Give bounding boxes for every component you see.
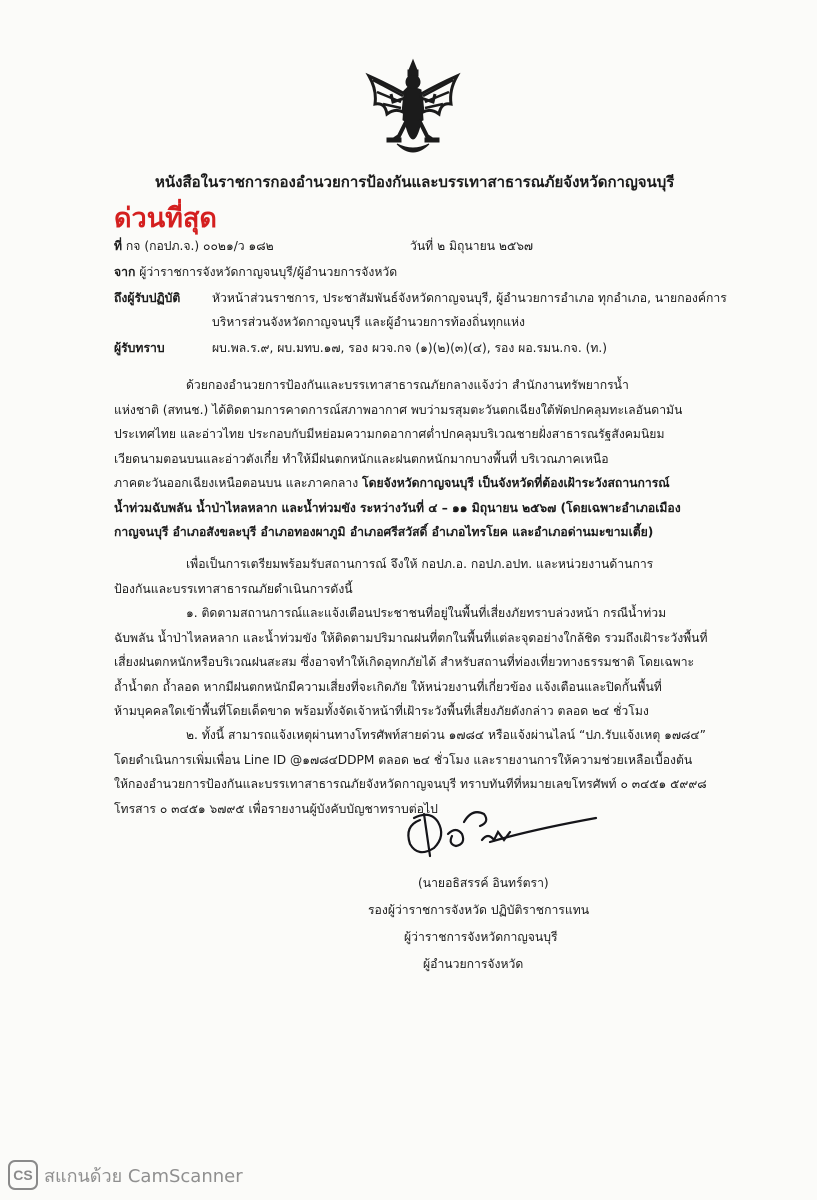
to-label [114, 290, 180, 306]
paragraph-bold-text: โดยจังหวัดกาญจนบุรี เป็นจังหวัดที่ต้องเฝ้าระวังสถานการณ์ [362, 476, 670, 490]
urgency-stamp: ด่วนที่สุด [114, 203, 217, 234]
paragraph-line: เสี่ยงฝนตกหนักหรือบริเวณฝนสะสม ซึ่งอาจทำให้เกิดอุทกภัยได้ สำหรับสถานที่ท่องเที่ยวทางธรรมชาติ โดยเฉพาะ [114, 655, 695, 669]
paragraph-line: โทรสาร ๐ ๓๔๕๑ ๖๗๙๕ เพื่อรายงานผู้บังคับบัญชาทราบต่อไป [114, 801, 438, 816]
paragraph-line: ให้กองอำนวยการป้องกันและบรรเทาสาธารณภัยจังหวัดกาญจนบุรี ทราบทันทีที่หมายเลขโทรศัพท์ ๐ ๓๔๕๑ ๕๙๙๘ [114, 777, 707, 791]
paragraph-line: ประเทศไทย และอ่าวไทย ประกอบกับมีหย่อมความกดอากาศต่ำปกคลุมบริเวณชายฝั่งสาธารณรัฐสังคมนิยม [114, 427, 665, 441]
paragraph-2 [114, 552, 653, 601]
paragraph-line: โดยดำเนินการเพิ่มเพื่อน Line ID @๑๗๘๔DDPM ตลอด ๒๔ ชั่วโมง และรายงานการให้ความช่วยเหลือเบื้องต้น [114, 752, 693, 767]
paragraph-text: ภาคตะวันออกเฉียงเหนือตอนบน และภาคกลาง [114, 476, 363, 490]
to-value-2: บริหารส่วนจังหวัดกาญจนบุรี และผู้อำนวยการท้องถิ่นทุกแห่ง [212, 315, 525, 329]
paragraph-line [114, 471, 682, 496]
to-label-text: ถึงผู้รับปฏิบัติ [114, 291, 181, 305]
camscanner-logo-icon: CS [8, 1160, 38, 1190]
paragraph-line: แห่งชาติ (สทนช.) ได้ติดตามการคาดการณ์สภาพอากาศ พบว่ามรสุมตะวันตกเฉียงใต้พัดปกคลุมทะเลอันดามัน [114, 402, 683, 417]
ref-label: ที่ [114, 239, 123, 253]
from-label: จาก [114, 265, 136, 279]
signer-position-3: ผู้อำนวยการจังหวัด [423, 957, 524, 971]
paragraph-line: ถ้ำน้ำตก ถ้ำลอด หากมีฝนตกหนักมีความเสี่ยงที่จะเกิดภัย ให้หน่วยงานที่เกี่ยวข้อง แจ้งเตือนและปิดกั้นพื้นที่ [114, 679, 662, 694]
cc-label-text: ผู้รับทราบ [114, 341, 165, 355]
garuda-emblem-icon [363, 56, 463, 168]
paragraph-line: ๑. ติดตามสถานการณ์และแจ้งเตือนประชาชนที่อยู่ในพื้นที่เสี่ยงภัยทราบล่วงหน้า กรณีน้ำท่วม [186, 606, 667, 620]
cc-value: ผบ.พล.ร.๙, ผบ.มทบ.๑๗, รอง ผวจ.กจ (๑)(๒)(๓)(๔), รอง ผอ.รมน.กจ. (ท.) [212, 341, 607, 355]
document-title: หนังสือในราชการกองอำนวยการป้องกันและบรรเทาสาธารณภัยจังหวัดกาญจนบุรี [155, 173, 675, 191]
date-line [410, 238, 533, 254]
paragraph-bold-line: น้ำท่วมฉับพลัน น้ำป่าไหลหลาก และน้ำท่วมขัง ระหว่างวันที่ ๔ – ๑๑ มิถุนายน ๒๕๖๗ (โดยเฉพาะอำเภอเมือง [114, 500, 681, 515]
to-value-1: หัวหน้าส่วนราชการ, ประชาสัมพันธ์จังหวัดกาญจนบุรี, ผู้อำนวยการอำเภอ ทุกอำเภอ, นายกองค์การ [212, 291, 727, 305]
signer-name: (นายอธิสรรค์ อินทร์ตรา) [418, 876, 549, 890]
signer-position-2: ผู้ว่าราชการจังหวัดกาญจนบุรี [404, 930, 558, 944]
cc-label [114, 340, 165, 356]
paragraph-line: ด้วยกองอำนวยการป้องกันและบรรเทาสาธารณภัยกลางแจ้งว่า สำนักงานทรัพยากรน้ำ [186, 378, 629, 392]
paragraph-line: เวียดนามตอนบนและอ่าวตังเกี๋ย ทำให้มีฝนตกหนักและฝนตกหนักมากบางพื้นที่ บริเวณภาคเหนือ [114, 451, 609, 466]
date-value: ๒ มิถุนายน ๒๕๖๗ [437, 239, 534, 253]
paragraph-bold-line: กาญจนบุรี อำเภอสังขละบุรี อำเภอทองผาภูมิ อำเภอศรีสวัสดิ์ อำเภอไทรโยค และอำเภอด่านมะขามเตี้ย) [114, 525, 654, 539]
paragraph-line: ๒. ทั้งนี้ สามารถแจ้งเหตุผ่านทางโทรศัพท์สายด่วน ๑๗๘๔ หรือแจ้งผ่านไลน์ “ปภ.รับแจ้งเหตุ ๑๗๘๔” [186, 728, 706, 742]
handwritten-signature-icon [400, 796, 610, 866]
paragraph-line: ป้องกันและบรรเทาสาธารณภัยดำเนินการดังนี้ [114, 581, 353, 596]
signer-position-1: รองผู้ว่าราชการจังหวัด ปฏิบัติราชการแทน [368, 903, 590, 917]
camscanner-text: สแกนด้วย CamScanner [44, 1165, 243, 1187]
list-item-1 [114, 601, 708, 724]
paragraph-line: ฉับพลัน น้ำป่าไหลหลาก และน้ำท่วมขัง ให้ติดตามปริมาณฝนที่ตกในพื้นที่แต่ละจุดอย่างใกล้ชิด รวมถึงเฝ้าระวังพื้นที่ [114, 630, 708, 645]
paragraph-line: ห้ามบุคคลใดเข้าพื้นที่โดยเด็ดขาด พร้อมทั้งจัดเจ้าหน้าที่เฝ้าระวังพื้นที่เสี่ยงภัยดังกล่าว ตลอด ๒๔ ชั่วโมง [114, 704, 649, 718]
from-value: ผู้ว่าราชการจังหวัดกาญจนบุรี/ผู้อำนวยการจังหวัด [139, 265, 398, 279]
date-label: วันที่ [410, 239, 434, 253]
from-line [114, 264, 397, 280]
ref-value: กจ (กอปภ.จ.) ๐๐๒๑/ว ๑๘๒ [125, 239, 274, 253]
camscanner-watermark [8, 1158, 243, 1192]
reference-line [114, 238, 274, 254]
paragraph-line: เพื่อเป็นการเตรียมพร้อมรับสถานการณ์ จึงให้ กอปภ.อ. กอปภ.อปท. และหน่วยงานด้านการ [186, 557, 654, 571]
paragraph-1 [114, 373, 682, 545]
